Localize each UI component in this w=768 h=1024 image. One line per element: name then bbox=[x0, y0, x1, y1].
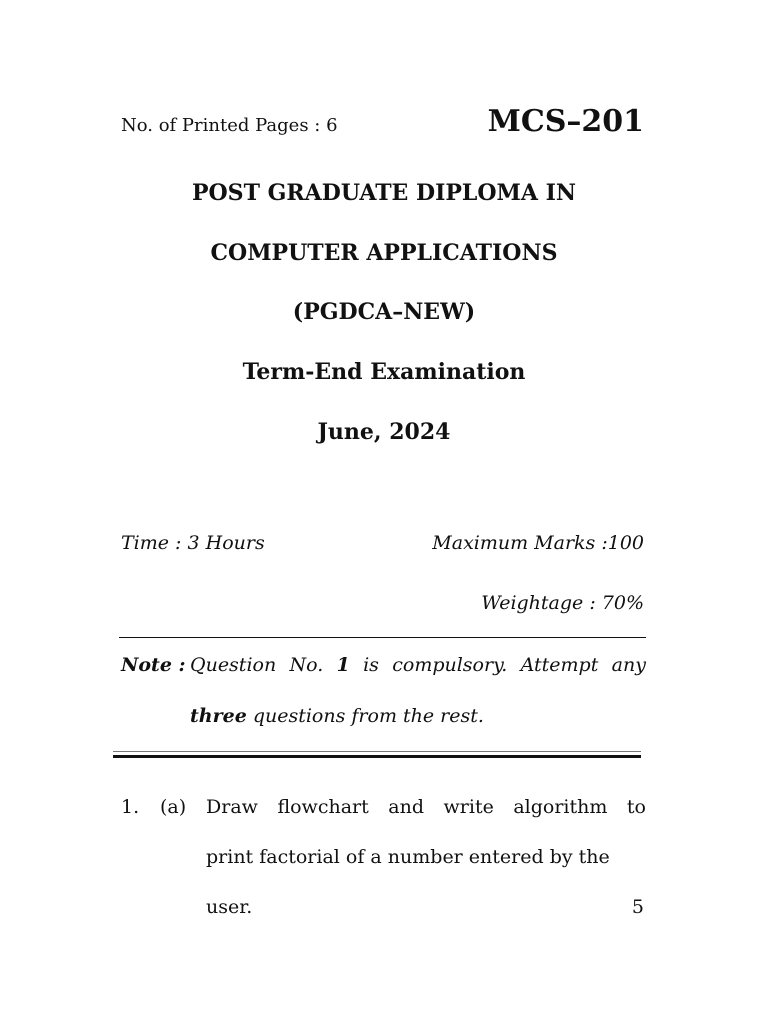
note-emphasis: three bbox=[190, 705, 247, 727]
note-word: Attempt bbox=[520, 654, 599, 676]
question-word: Draw bbox=[206, 796, 258, 818]
question-line3: user. bbox=[206, 896, 253, 918]
question-line1 bbox=[206, 796, 646, 818]
note-text: questions from the rest. bbox=[246, 705, 484, 727]
note-word: is bbox=[363, 654, 379, 676]
note-word: Question bbox=[190, 654, 277, 676]
programme-title-line1: POST GRADUATE DIPLOMA IN bbox=[191, 180, 577, 206]
programme-title-line2: COMPUTER APPLICATIONS bbox=[210, 240, 558, 266]
question-part-label: (a) bbox=[160, 796, 187, 818]
note-word: 1 bbox=[336, 654, 350, 676]
exam-time: Time : 3 Hours bbox=[121, 532, 265, 554]
note-label: Note : bbox=[121, 654, 186, 676]
question-number: 1. bbox=[121, 796, 140, 818]
question-word: algorithm bbox=[513, 796, 608, 818]
question-word: to bbox=[626, 796, 646, 818]
weightage: Weightage : 70% bbox=[481, 592, 644, 614]
question-word: and bbox=[388, 796, 424, 818]
note-line1 bbox=[190, 654, 646, 676]
divider-thin bbox=[119, 637, 646, 638]
divider-double-bottom bbox=[113, 755, 641, 758]
note-word: any bbox=[611, 654, 646, 676]
note-word: compulsory. bbox=[392, 654, 508, 676]
programme-code: (PGDCA–NEW) bbox=[292, 299, 476, 325]
question-line2: print factorial of a number entered by the bbox=[206, 846, 610, 868]
note-word: No. bbox=[289, 654, 324, 676]
printed-pages-count: No. of Printed Pages : 6 bbox=[121, 115, 338, 136]
exam-name: Term-End Examination bbox=[242, 359, 526, 385]
note-line2 bbox=[190, 705, 484, 727]
question-word: write bbox=[443, 796, 494, 818]
question-word: flowchart bbox=[277, 796, 369, 818]
maximum-marks: Maximum Marks :100 bbox=[432, 532, 644, 554]
divider-double-top bbox=[113, 751, 641, 752]
question-marks: 5 bbox=[631, 896, 644, 918]
exam-date: June, 2024 bbox=[317, 419, 451, 445]
course-code: MCS–201 bbox=[487, 104, 644, 139]
